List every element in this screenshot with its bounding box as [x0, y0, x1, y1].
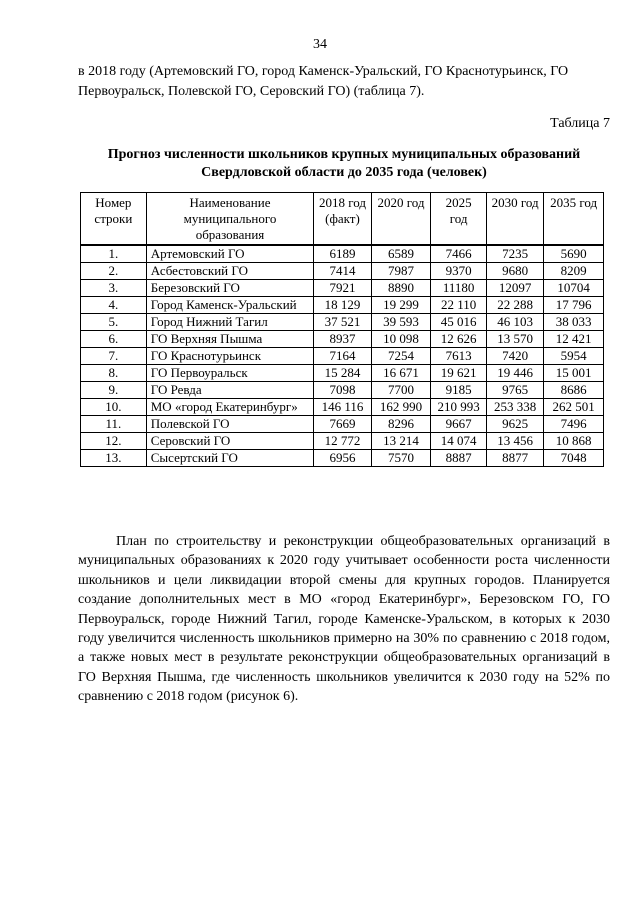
table-row	[81, 399, 604, 416]
value-2025: 9667	[431, 416, 486, 433]
value-2025: 12 626	[431, 331, 486, 348]
value-2030: 19 446	[486, 365, 544, 382]
row-number: 12.	[81, 433, 147, 450]
value-2018: 12 772	[314, 433, 372, 450]
value-2018: 6956	[314, 450, 372, 467]
value-2035: 7048	[544, 450, 604, 467]
municipality-name: ГО Первоуральск	[146, 365, 313, 382]
row-number: 9.	[81, 382, 147, 399]
row-number: 1.	[81, 245, 147, 263]
value-2018: 7669	[314, 416, 372, 433]
value-2018: 37 521	[314, 314, 372, 331]
value-2020: 7987	[371, 263, 431, 280]
value-2018: 18 129	[314, 297, 372, 314]
table-row	[81, 297, 604, 314]
value-2018: 15 284	[314, 365, 372, 382]
value-2025: 8887	[431, 450, 486, 467]
value-2020: 16 671	[371, 365, 431, 382]
municipality-name: Березовский ГО	[146, 280, 313, 297]
value-2020: 6589	[371, 245, 431, 263]
value-2030: 7420	[486, 348, 544, 365]
value-2025: 19 621	[431, 365, 486, 382]
row-number: 10.	[81, 399, 147, 416]
municipality-name: МО «город Екатеринбург»	[146, 399, 313, 416]
value-2030: 13 456	[486, 433, 544, 450]
value-2020: 7700	[371, 382, 431, 399]
body-paragraph: План по строительству и реконструкции общеобразовательных организаций в муниципальных образованиях к 2020 году учитывает особенности роста численности школьников и цели ликвидации второй смены для крупных городов. Планируется создание дополнительных мест в МО «город Екатеринбург», Березовском ГО, ГО Первоуральск, городе Нижний Тагил, городе Каменске-Уральском, в которых к 2030 году увеличится численность школьников примерно на 30% по сравнению с 2018 годом, а также новых мест в результате реконструкции общеобразовательных организаций в ГО Верхняя Пышма, где численность школьников увеличится к 2030 году на 52% по сравнению с 2018 годом (рисунок 6).	[78, 534, 610, 705]
value-2025: 7613	[431, 348, 486, 365]
value-2035: 262 501	[544, 399, 604, 416]
value-2035: 17 796	[544, 297, 604, 314]
row-number: 11.	[81, 416, 147, 433]
table-row	[81, 348, 604, 365]
header-municipality: Наименование муниципального образования	[146, 193, 313, 246]
municipality-name: Город Нижний Тагил	[146, 314, 313, 331]
table-row	[81, 365, 604, 382]
value-2025: 7466	[431, 245, 486, 263]
value-2035: 8209	[544, 263, 604, 280]
table-caption: Таблица 7	[550, 116, 610, 131]
value-2030: 22 288	[486, 297, 544, 314]
value-2030: 46 103	[486, 314, 544, 331]
value-2018: 6189	[314, 245, 372, 263]
value-2025: 11180	[431, 280, 486, 297]
value-2020: 8296	[371, 416, 431, 433]
row-number: 8.	[81, 365, 147, 382]
value-2030: 9680	[486, 263, 544, 280]
value-2020: 10 098	[371, 331, 431, 348]
table-row	[81, 433, 604, 450]
value-2030: 8877	[486, 450, 544, 467]
table-row	[81, 382, 604, 399]
header-2018: 2018 год (факт)	[314, 193, 372, 246]
municipality-name: ГО Краснотурьинск	[146, 348, 313, 365]
value-2025: 9370	[431, 263, 486, 280]
header-2020: 2020 год	[371, 193, 431, 246]
value-2025: 210 993	[431, 399, 486, 416]
header-2030: 2030 год	[486, 193, 544, 246]
value-2020: 8890	[371, 280, 431, 297]
table-row	[81, 245, 604, 263]
row-number: 13.	[81, 450, 147, 467]
value-2035: 38 033	[544, 314, 604, 331]
header-2035: 2035 год	[544, 193, 604, 246]
value-2018: 7921	[314, 280, 372, 297]
value-2025: 9185	[431, 382, 486, 399]
table-row	[81, 331, 604, 348]
table-row	[81, 450, 604, 467]
municipality-name: Асбестовский ГО	[146, 263, 313, 280]
table-header-row	[81, 193, 604, 246]
municipality-name: Город Каменск-Уральский	[146, 297, 313, 314]
value-2020: 39 593	[371, 314, 431, 331]
value-2030: 9765	[486, 382, 544, 399]
value-2018: 146 116	[314, 399, 372, 416]
municipality-name: Сысертский ГО	[146, 450, 313, 467]
table-title: Прогноз численности школьников крупных муниципальных образований Свердловской области до 2035 года (человек)	[107, 147, 581, 180]
header-2025: 2025 год	[431, 193, 486, 246]
row-number: 4.	[81, 297, 147, 314]
value-2030: 13 570	[486, 331, 544, 348]
table-row	[81, 314, 604, 331]
municipality-name: Серовский ГО	[146, 433, 313, 450]
value-2018: 7164	[314, 348, 372, 365]
municipality-name: ГО Ревда	[146, 382, 313, 399]
row-number: 5.	[81, 314, 147, 331]
value-2030: 12097	[486, 280, 544, 297]
table-row	[81, 263, 604, 280]
municipality-name: Полевской ГО	[146, 416, 313, 433]
value-2018: 7414	[314, 263, 372, 280]
municipality-name: ГО Верхняя Пышма	[146, 331, 313, 348]
header-row-number: Номер строки	[81, 193, 147, 246]
value-2035: 10 868	[544, 433, 604, 450]
value-2025: 14 074	[431, 433, 486, 450]
value-2020: 7254	[371, 348, 431, 365]
value-2018: 7098	[314, 382, 372, 399]
municipality-name: Артемовский ГО	[146, 245, 313, 263]
forecast-table	[80, 192, 604, 467]
row-number: 2.	[81, 263, 147, 280]
page-number: 34	[313, 37, 327, 52]
value-2020: 19 299	[371, 297, 431, 314]
value-2025: 22 110	[431, 297, 486, 314]
value-2035: 7496	[544, 416, 604, 433]
value-2035: 5954	[544, 348, 604, 365]
value-2035: 5690	[544, 245, 604, 263]
value-2025: 45 016	[431, 314, 486, 331]
row-number: 3.	[81, 280, 147, 297]
value-2020: 13 214	[371, 433, 431, 450]
value-2035: 8686	[544, 382, 604, 399]
row-number: 6.	[81, 331, 147, 348]
value-2035: 12 421	[544, 331, 604, 348]
intro-paragraph: в 2018 году (Артемовский ГО, город Каменск-Уральский, ГО Краснотурьинск, ГО Первоуральск, Полевской ГО, Серовский ГО) (таблица 7).	[78, 64, 569, 99]
value-2030: 9625	[486, 416, 544, 433]
value-2020: 162 990	[371, 399, 431, 416]
value-2030: 7235	[486, 245, 544, 263]
value-2035: 15 001	[544, 365, 604, 382]
table-row	[81, 280, 604, 297]
value-2035: 10704	[544, 280, 604, 297]
value-2020: 7570	[371, 450, 431, 467]
row-number: 7.	[81, 348, 147, 365]
value-2018: 8937	[314, 331, 372, 348]
value-2030: 253 338	[486, 399, 544, 416]
table-row	[81, 416, 604, 433]
